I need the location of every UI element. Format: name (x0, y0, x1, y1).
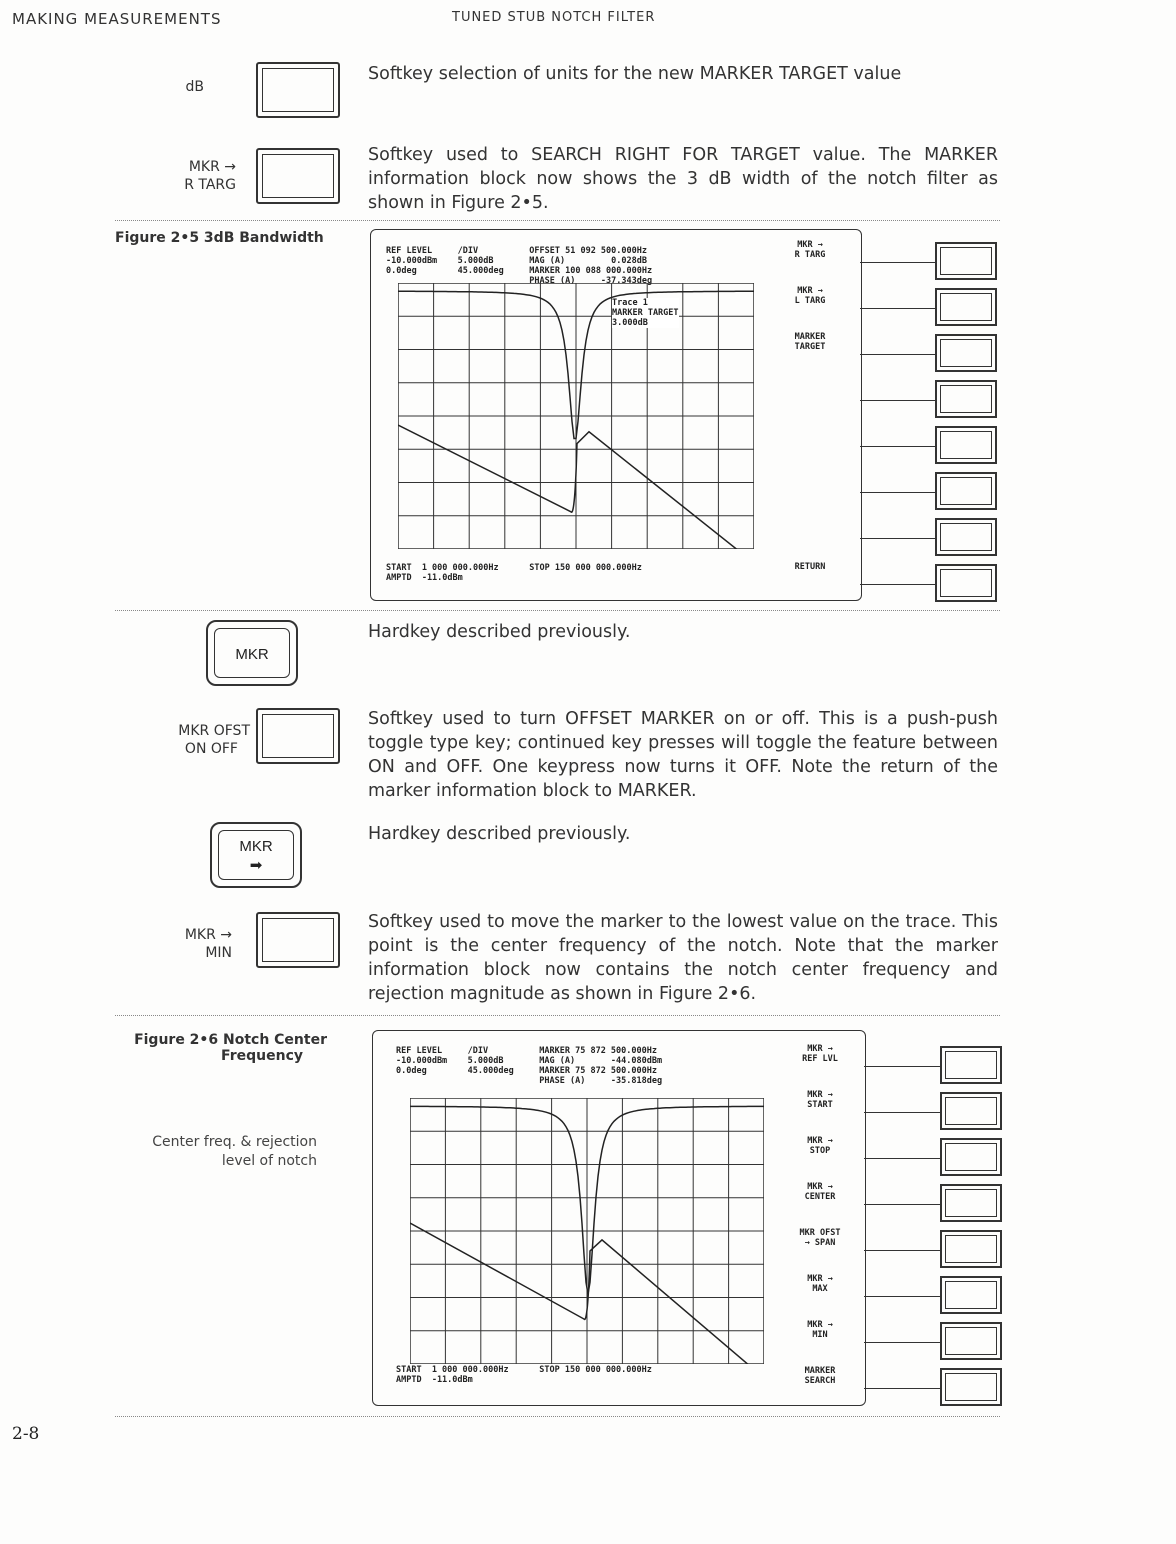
softkey-label: MKR → MIN (807, 1320, 833, 1340)
marker-info-block: REF LEVEL /DIV OFFSET 51 092 500.000Hz -10.000dBm 5.000dB MAG (A) 0.028dB 0.0deg 45.000deg MARKER 100 088 000.000Hz PHASE (A) -37.343deg (386, 246, 653, 286)
leader-line (864, 1296, 940, 1297)
leader-line (860, 262, 935, 263)
key-label-line: MKR → (188, 159, 236, 175)
divider (115, 1015, 1000, 1016)
softkey-label: RETURN (794, 562, 826, 572)
key-label: dB (185, 79, 204, 95)
step-description: Softkey used to turn OFFSET MARKER on or off. This is a push-push toggle type key; continued key presses will toggle the feature between ON and OFF. One keypress now turns it OFF. Note the return of the marker information block to MARKER. (368, 709, 998, 801)
divider (115, 610, 1000, 611)
screen-softkey[interactable] (935, 380, 997, 418)
screen-softkey[interactable] (940, 1276, 1002, 1314)
divider (115, 1416, 1000, 1417)
step-description: Softkey selection of units for the new MARKER TARGET value (368, 64, 902, 84)
softkey-label: MKR OFST → SPAN (799, 1228, 841, 1248)
softkey-label: MKR → MAX (807, 1274, 833, 1294)
screen-softkey[interactable] (935, 288, 997, 326)
softkey-mkr-min (256, 912, 340, 968)
hardkey-mkr-arrow: MKR ➡ (210, 822, 302, 888)
leader-line (864, 1250, 940, 1251)
chapter-header: TUNED STUB NOTCH FILTER (452, 10, 656, 25)
step-description: Softkey used to SEARCH RIGHT FOR TARGET value. The MARKER information block now shows the 3 dB width of the notch filter as shown in Figure 2•5. (368, 145, 998, 213)
screen-softkey[interactable] (935, 334, 997, 372)
step-description: Hardkey described previously. (368, 824, 631, 844)
screen-softkey[interactable] (940, 1184, 1002, 1222)
leader-line (864, 1388, 940, 1389)
graticule-plot (398, 283, 754, 549)
softkey-db (256, 62, 340, 118)
leader-line (864, 1112, 940, 1113)
leader-line (860, 538, 935, 539)
marker-info-block: REF LEVEL /DIV MARKER 75 872 500.000Hz -10.000dBm 5.000dB MAG (A) -44.080dBm 0.0deg 45.000deg MARKER 75 872 500.000Hz PHASE (A) -35.818deg (396, 1046, 663, 1086)
step-description: Softkey used to move the marker to the lowest value on the trace. This point is the center frequency of the notch. Note that the marker information block now contains the notch center frequency and rejection magnitude as shown in Figure 2•6. (368, 912, 998, 1004)
divider (115, 220, 1000, 221)
softkey-label: MKR → R TARG (794, 240, 826, 260)
softkey-mkr-ofst (256, 708, 340, 764)
screen-softkey[interactable] (935, 518, 997, 556)
screen-softkey[interactable] (935, 472, 997, 510)
softkey-label: MARKER SEARCH (804, 1366, 836, 1386)
softkey-label: MARKER TARGET (794, 332, 826, 352)
hardkey-mkr: MKR (206, 620, 298, 686)
sweep-info: START 1 000 000.000Hz STOP 150 000 000.000Hz AMPTD -11.0dBm (386, 563, 642, 583)
key-label (150, 158, 236, 194)
screen-softkey[interactable] (940, 1046, 1002, 1084)
key-label: MKR OFST ON OFF (178, 723, 250, 757)
leader-line (860, 354, 935, 355)
graticule-plot (410, 1098, 764, 1364)
leader-line (864, 1342, 940, 1343)
page-number: 2-8 (12, 1424, 40, 1444)
screen-softkey[interactable] (940, 1230, 1002, 1268)
leader-line (860, 446, 935, 447)
softkey-label: MKR → REF LVL (802, 1044, 838, 1064)
screen-softkey[interactable] (940, 1368, 1002, 1406)
softkey-mkr-r-targ (256, 148, 340, 204)
leader-line (860, 584, 935, 585)
leader-line (860, 400, 935, 401)
softkey-label: MKR → START (807, 1090, 833, 1110)
screen-softkey[interactable] (940, 1322, 1002, 1360)
figure-caption: Figure 2•6 Notch Center Frequency (134, 1032, 327, 1064)
figure-note: Center freq. & rejection level of notch (152, 1134, 317, 1169)
leader-line (860, 492, 935, 493)
trace-annotation: Trace 1 MARKER TARGET 3.000dB (612, 298, 679, 328)
screen-softkey[interactable] (940, 1092, 1002, 1130)
step-description: Hardkey described previously. (368, 622, 631, 642)
figure-caption: Figure 2•5 3dB Bandwidth (115, 230, 324, 246)
leader-line (864, 1066, 940, 1067)
screen-softkey[interactable] (935, 426, 997, 464)
screen-softkey[interactable] (935, 242, 997, 280)
sweep-info: START 1 000 000.000Hz STOP 150 000 000.000Hz AMPTD -11.0dBm (396, 1365, 652, 1385)
softkey-label: MKR → CENTER (804, 1182, 836, 1202)
key-label: MKR → MIN (184, 927, 232, 961)
leader-line (864, 1204, 940, 1205)
screen-softkey[interactable] (940, 1138, 1002, 1176)
leader-line (860, 308, 935, 309)
section-header: MAKING MEASUREMENTS (12, 10, 222, 28)
key-label-line: R TARG (184, 177, 236, 193)
softkey-label: MKR → L TARG (794, 286, 826, 306)
leader-line (864, 1158, 940, 1159)
screen-softkey[interactable] (935, 564, 997, 602)
softkey-label: MKR → STOP (807, 1136, 833, 1156)
